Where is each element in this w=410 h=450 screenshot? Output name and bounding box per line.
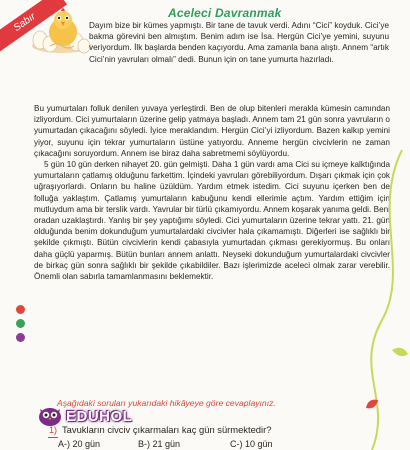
story-paragraph-1: Bu yumurtaları folluk denilen yuvaya yerleştirdi. Ben de olup bitenleri merakla kümesin camından izliyordum. Cici yumurtaların üzerine gelip yatmaya başladı. Annem tam 21 gün sonra yavruların o yumurtadan çıkacağını söyledi. İyice meraklandım. Hergün Cici’yi izliyordum. Bazen kalkıp yemini yiyor, suyunu için tekrar yumurtaların üstüne yatıyordu. Anneme hergün civcivlerin ne zaman çıkacağını soruyordum. Annem ise biraz daha sabretmemi söylüyordu. — [34, 104, 390, 158]
story-body — [34, 103, 390, 282]
question-number-underline — [48, 437, 58, 438]
option-b[interactable]: B-) 21 gün — [138, 439, 181, 449]
chick-with-eggs-illustration — [28, 2, 92, 54]
question-text: Tavukların civciv çıkarmaları kaç gün sürmektedir? — [62, 424, 272, 435]
red-dot-marker — [16, 305, 25, 314]
option-c[interactable]: C-) 10 gün — [230, 439, 273, 449]
ribbon-label: Sabır — [0, 0, 67, 56]
logo-text: EDUHOL — [66, 408, 133, 425]
story-paragraph-intro: Dayım bize bir kümes yapmıştı. Bir tane de tavuk verdi. Adını “Cici” koyduk. Cici’ye bakma görevini ben almıştım. Benim adım ise İsa. Hergün Cici’ye yemini, suyunu veriyordum. İlk başlarda benden kaçıyordu. Ama zamanla bana alıştı. Annem “artık Cici’nin yavruları olmalı” dedi. Bunun için on tane yumurta hazırladı. — [89, 21, 389, 64]
story-paragraph-2: 5 gün 10 gün derken nihayet 20. gün gelmişti. Daha 1 gün vardı ama Cici su içmeye kalktığında yumurtaların çatlamış olduğunu farkettim. İçindeki yavruları görebiliyordum. Dışarı çıkmak için çok uğraşıyorlardı. Onların bu haline üzüldüm. Yardım etmek istedim. Cici suyunu içerken ben de folluğa yaklaştım. Çatlamış yumurtaların kabuğunu kendi ellerimle açtım. Yardım ettiğim için mutluydum ama bir terslik vardı. Yavrular bir türlü çıkamıyordu. Annem koşarak yanıma geldi. Beni oradan uzaklaştırdı. Yanlış bir şey yaptığımı söyledi. Cici yumurtaların üzerine tekrar yattı. 21. gün olduğunda benim dokunduğum yumurtalardaki civcivler hala çıkamamıştı. Diğerleri ise sağlıklı bir şekilde çıkmıştı. Bütün civcivlerin kendi çabasıyla yumurtadan çıkması gerekiyormuş. Bu onları daha güçlü yaparmış. Bütün bunları annem anlattı. Neyseki dokunduğum yumurtalardaki civcivler de birkaç gün sonra sağlıklı bir şekilde çıkabildiler. Bazı işlerimizde aceleci olmak zarar verebilir. Önemli olan sabırla tamamlanmasını beklemektir. — [34, 160, 390, 282]
option-a[interactable]: A-) 20 gün — [58, 439, 101, 449]
story-title: Aceleci Davranmak — [168, 6, 282, 20]
question-number: 1) — [49, 425, 58, 435]
purple-dot-marker — [16, 333, 25, 342]
green-dot-marker — [16, 319, 25, 328]
instruction-text: Aşağıdaki soruları yukarıdaki hikâyeye göre cevaplayınız. — [57, 398, 276, 408]
owl-icon — [36, 405, 64, 427]
